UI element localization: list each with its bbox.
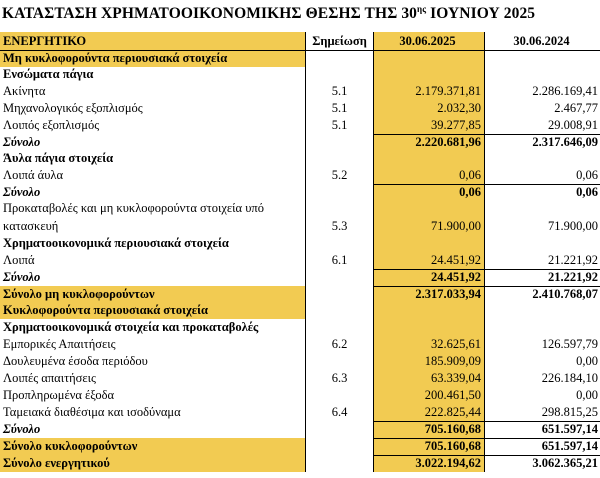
row-label: Σύνολο κυκλοφορούντων: [3, 439, 138, 453]
row-current: 24.451,92: [373, 252, 485, 269]
subtotal-row: [0, 134, 600, 151]
row-previous: [485, 151, 600, 167]
row-previous: 651.597,14: [485, 421, 600, 438]
row-previous: 2.467,77: [554, 101, 598, 115]
row-previous: [485, 303, 600, 319]
row-current: 2.179.371,81: [373, 83, 485, 100]
row-label: Σύνολο ενεργητικού: [3, 456, 110, 470]
subsection-row: [0, 151, 600, 167]
row-previous: 298.815,25: [541, 405, 598, 419]
balance-sheet-table: [0, 32, 600, 472]
subtotal-row: [0, 184, 600, 201]
row-label: Ταμειακά διαθέσιμα και ισοδύναμα: [3, 405, 181, 419]
row-note: [305, 319, 373, 336]
row-current: 2.317.033,94: [373, 286, 485, 303]
row-current: [373, 235, 485, 252]
row-previous: 2.317.646,09: [485, 134, 600, 151]
row-previous: 3.062.365,21: [485, 455, 600, 472]
grand-total-row: [0, 455, 600, 472]
table-header-row: [0, 32, 600, 51]
row-current: [373, 51, 485, 67]
row-label: Μη κυκλοφορούντα περιουσιακά στοιχεία: [3, 51, 228, 65]
row-note: [305, 387, 373, 404]
row-previous: [485, 319, 600, 336]
header-previous-period: 30.06.2024: [485, 32, 600, 50]
row-note: [305, 353, 373, 370]
row-previous: 21.221,92: [548, 253, 598, 267]
row-note: [305, 134, 373, 151]
row-previous: 29.008,91: [548, 118, 598, 132]
row-current: 71.900,00: [373, 201, 485, 235]
row-note: 5.1: [305, 83, 373, 100]
row-label: Προπληρωμένα έξοδα: [3, 388, 115, 402]
row-label-line-1: Προκαταβολές και μη κυκλοφορούντα στοιχεία υπό: [3, 201, 264, 215]
section-row: [0, 303, 600, 319]
row-label: Λοιπά άυλα: [3, 168, 64, 182]
table-row: [0, 167, 600, 184]
table-row: [0, 252, 600, 269]
row-previous: 0,06: [485, 184, 600, 201]
table-row: [0, 117, 600, 134]
row-previous: [485, 67, 600, 83]
subsection-row: [0, 235, 600, 252]
subsection-row: [0, 67, 600, 83]
row-label: Εμπορικές Απαιτήσεις: [3, 337, 116, 351]
row-label: Λοιπές απαιτήσεις: [3, 371, 96, 385]
row-label: [0, 201, 305, 235]
row-note: 6.2: [305, 336, 373, 353]
row-note: [305, 184, 373, 201]
row-note: [305, 51, 373, 67]
row-previous: 0,00: [576, 388, 598, 402]
row-current: 705.160,68: [373, 421, 485, 438]
row-previous: 71.900,00: [548, 219, 598, 233]
page-title: [2, 4, 598, 23]
row-note: 6.3: [305, 370, 373, 387]
table-row: [0, 201, 600, 235]
row-previous: 126.597,79: [541, 337, 598, 351]
row-note: [305, 286, 373, 303]
header-current-period: 30.06.2025: [373, 32, 485, 50]
title-text: ΚΑΤΑΣΤΑΣΗ ΧΡΗΜΑΤΟΟΙΚΟΝΟΜΙΚΗΣ ΘΕΣΗΣ ΤΗΣ 30: [2, 5, 418, 22]
row-label: Άυλα πάγια στοιχεία: [3, 151, 114, 165]
row-label: Κυκλοφορούντα περιουσιακά στοιχεία: [3, 303, 208, 317]
row-label: Χρηματοοικονομικά περιουσιακά στοιχεία: [3, 236, 229, 250]
row-note: [305, 438, 373, 455]
row-previous: 651.597,14: [485, 438, 600, 455]
row-label: Σύνολο: [3, 135, 41, 149]
row-label: Ενσώματα πάγια: [3, 67, 94, 81]
row-previous: 0,00: [576, 354, 598, 368]
row-note: 5.2: [305, 167, 373, 184]
row-note: [305, 235, 373, 252]
table-row: [0, 353, 600, 370]
row-label: Σύνολο: [3, 270, 41, 284]
row-current: [373, 67, 485, 83]
row-current: 63.339,04: [373, 370, 485, 387]
row-label: Ακίνητα: [3, 84, 46, 98]
row-previous: 226.184,10: [541, 371, 598, 385]
table-row: [0, 100, 600, 117]
row-note: [305, 269, 373, 286]
row-current: 222.825,44: [373, 404, 485, 421]
row-current: 2.220.681,96: [373, 134, 485, 151]
total-row: [0, 286, 600, 303]
row-current: 185.909,09: [373, 353, 485, 370]
table-row: [0, 387, 600, 404]
title-superscript: ης: [417, 4, 427, 14]
row-current: 705.160,68: [373, 438, 485, 455]
row-current: 0,06: [373, 167, 485, 184]
row-label: Λοιπός εξοπλισμός: [3, 118, 100, 132]
row-note: [305, 455, 373, 472]
table-row: [0, 370, 600, 387]
header-label: ΕΝΕΡΓΗΤΙΚΟ: [3, 34, 87, 48]
row-current: [373, 151, 485, 167]
row-current: 3.022.194,62: [373, 455, 485, 472]
row-current: 32.625,61: [373, 336, 485, 353]
row-note: 6.1: [305, 252, 373, 269]
row-previous: 0,06: [576, 168, 598, 182]
row-note: [305, 303, 373, 319]
row-previous: 2.410.768,07: [485, 286, 600, 303]
row-note: [305, 151, 373, 167]
row-current: 200.461,50: [373, 387, 485, 404]
row-label: Δουλευμένα έσοδα περιόδου: [3, 354, 148, 368]
table-row: [0, 83, 600, 100]
row-note: 5.1: [305, 117, 373, 134]
row-label: Σύνολο: [3, 185, 41, 199]
row-current: 0,06: [373, 184, 485, 201]
row-previous: 2.286.169,41: [532, 84, 598, 98]
row-label: Μηχανολογικός εξοπλισμός: [3, 101, 143, 115]
row-current: 24.451,92: [373, 269, 485, 286]
total-row: [0, 438, 600, 455]
row-note: 6.4: [305, 404, 373, 421]
subtotal-row: [0, 269, 600, 286]
row-note: [305, 421, 373, 438]
row-previous: [485, 235, 600, 252]
table-row: [0, 336, 600, 353]
title-text-end: ΙΟΥΝΙΟΥ 2025: [426, 5, 536, 22]
table-row: [0, 404, 600, 421]
row-label: Σύνολο μη κυκλοφορούντων: [3, 287, 155, 301]
row-current: 39.277,85: [373, 117, 485, 134]
row-note: 5.3: [305, 201, 373, 235]
row-label: Σύνολο: [3, 422, 41, 436]
subsection-row: [0, 319, 600, 336]
header-note: Σημείωση: [305, 32, 373, 50]
row-note: [305, 67, 373, 83]
section-row: [0, 51, 600, 67]
row-previous: 21.221,92: [485, 269, 600, 286]
row-label: Λοιπά: [3, 253, 35, 267]
row-previous: [485, 51, 600, 67]
row-label: Χρηματοοικονομικά στοιχεία και προκαταβολές: [3, 320, 259, 334]
row-note: 5.1: [305, 100, 373, 117]
row-current: [373, 303, 485, 319]
row-current: 2.032,30: [373, 100, 485, 117]
row-label-line-2: κατασκευή: [3, 219, 59, 233]
subtotal-row: [0, 421, 600, 438]
row-current: [373, 319, 485, 336]
